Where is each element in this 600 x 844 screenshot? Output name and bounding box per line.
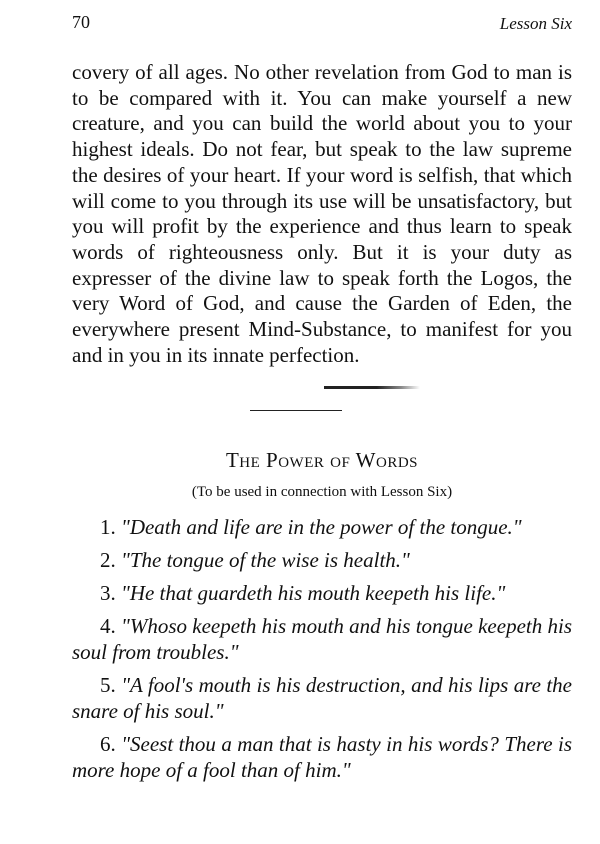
verse-number: 5. <box>100 673 116 697</box>
verse-text: "He that guardeth his mouth keepeth his life." <box>121 581 506 605</box>
ornament-rule <box>324 386 420 389</box>
verse-text: "The tongue of the wise is health." <box>121 548 410 572</box>
verse-item <box>72 613 572 665</box>
body-paragraph: covery of all ages. No other revelation from God to man is to be compared with it. You can make yourself a new creature, and you can build the world about you to your highest ideals. Do not fear, but speak to the law supreme the desires of your heart. If your word is selfish, that which will come to you through its use will be unsatisfactory, but you will profit by the experience and thus learn to speak words of righteousness only. But it is your duty as expresser of the divine law to speak forth the Logos, the very Word of God, and cause the Garden of Eden, the everywhere present Mind-Substance, to manifest for you and in you in its innate perfection. <box>72 60 572 367</box>
verse-list <box>72 514 572 790</box>
verse-item <box>72 672 572 724</box>
verse-text: "Whoso keepeth his mouth and his tongue keepeth his soul from troubles." <box>72 614 572 664</box>
verse-number: 6. <box>100 732 116 756</box>
verse-text: "Seest thou a man that is hasty in his words? There is more hope of a fool than of him." <box>72 732 573 782</box>
verse-number: 3. <box>100 581 116 605</box>
page-header <box>72 12 572 36</box>
verse-item <box>72 547 572 573</box>
verse-item <box>72 731 572 783</box>
verse-text: "A fool's mouth is his destruction, and his lips are the snare of his soul." <box>72 673 573 723</box>
section-subtitle: (To be used in connection with Lesson Six) <box>191 484 453 500</box>
verse-text: "Death and life are in the power of the tongue." <box>121 515 522 539</box>
section-title: The Power of Words <box>225 448 419 472</box>
verse-number: 1. <box>100 515 116 539</box>
verse-number: 2. <box>100 548 116 572</box>
verse-number: 4. <box>100 614 116 638</box>
running-head: Lesson Six <box>499 14 572 33</box>
section-divider <box>250 410 342 411</box>
verse-item <box>72 580 572 606</box>
page-number: 70 <box>72 12 90 32</box>
verse-item <box>72 514 572 540</box>
